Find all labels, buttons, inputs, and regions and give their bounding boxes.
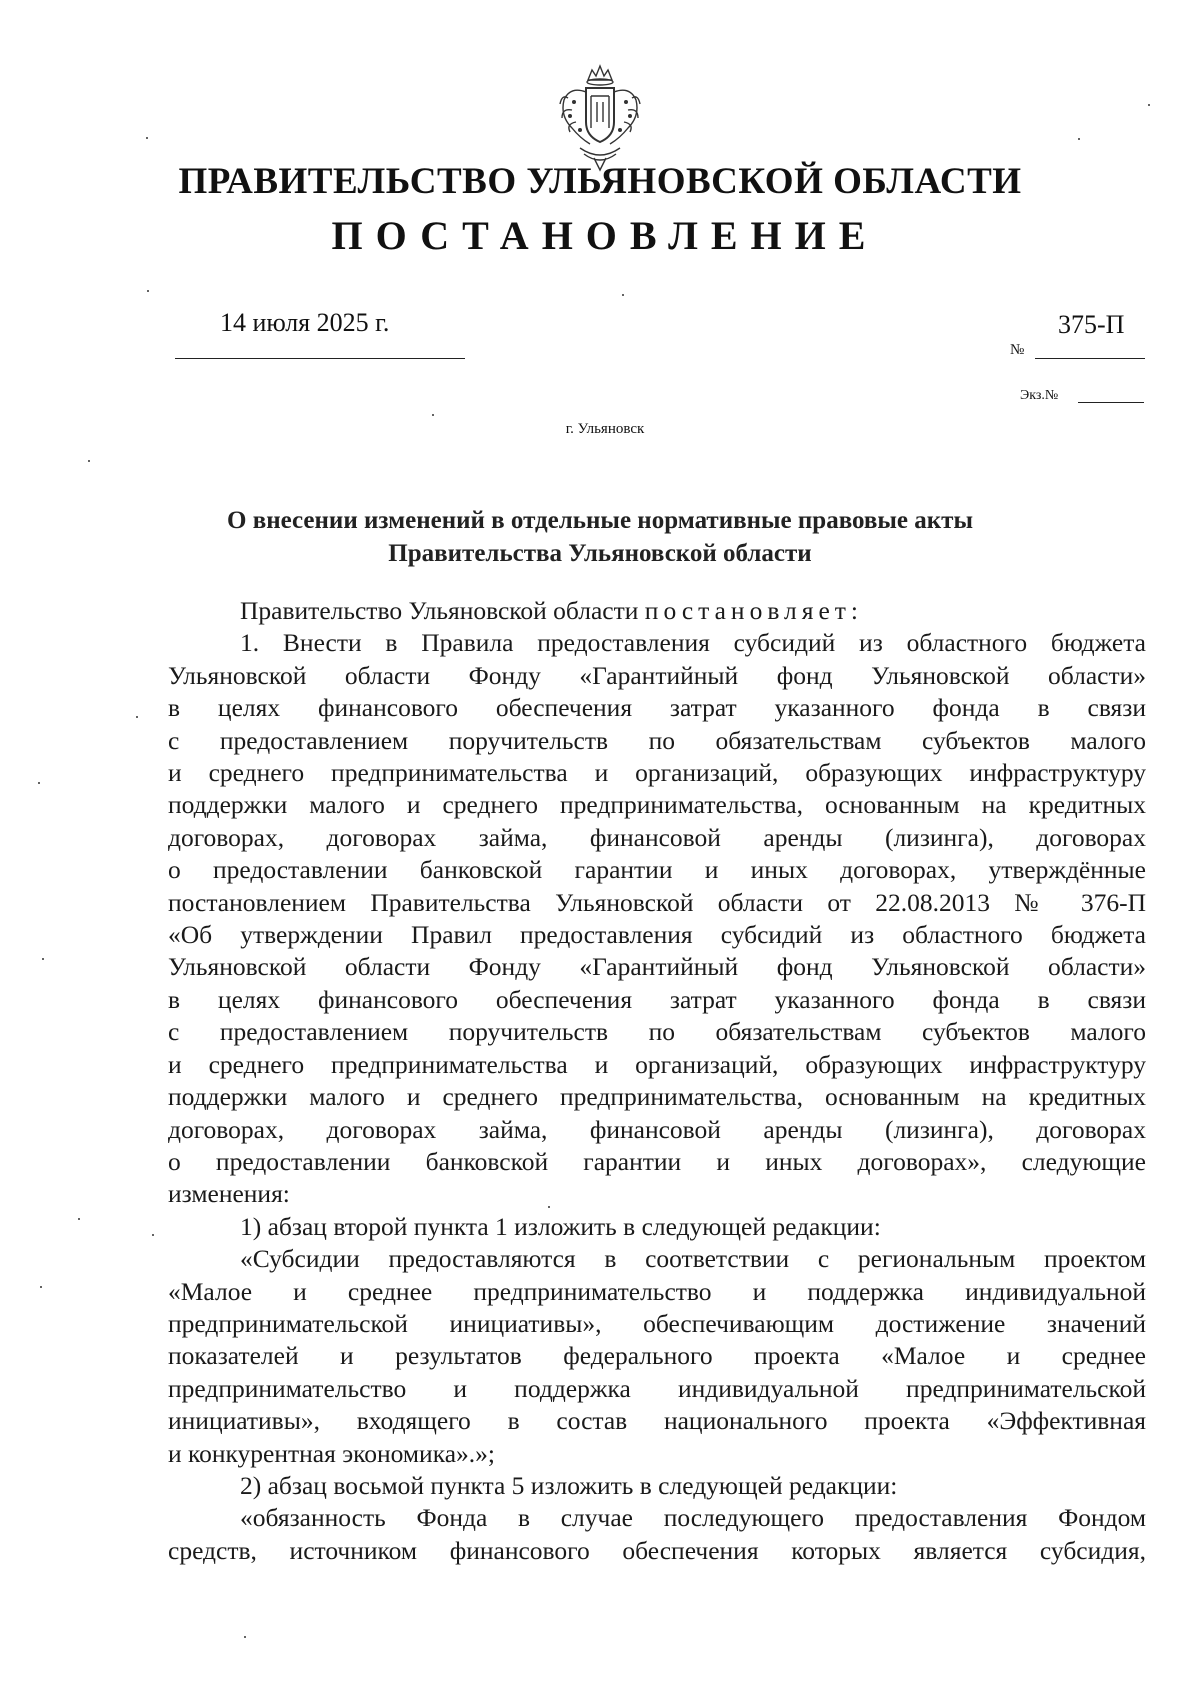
scan-speck: [152, 1234, 154, 1236]
document-body: [168, 595, 1146, 1567]
scan-speck: [432, 414, 434, 416]
text-line: в целях финансового обеспечения затрат указанного фонда в связи: [168, 984, 1146, 1014]
text-line: и конкурентная экономика».»;: [168, 1438, 495, 1468]
text-line: «Малое и среднее предпринимательство и поддержка индивидуальной: [168, 1276, 1146, 1306]
copy-number-underline: [1078, 402, 1144, 403]
text-line: инициативы», входящего в состав национального проекта «Эффективная: [168, 1406, 1146, 1436]
scan-speck: [146, 137, 148, 139]
preamble-verb: постановляет:: [644, 596, 864, 625]
scan-speck: [244, 1636, 246, 1638]
scan-speck: [1078, 138, 1080, 140]
number-sign: №: [1010, 342, 1025, 358]
text-line: постановлением Правительства Ульяновской области от 22.08.2013 № 376-П: [168, 887, 1146, 917]
city: г. Ульяновск: [565, 421, 645, 437]
document-number: 375-П: [1058, 310, 1125, 339]
item-1: [168, 627, 1146, 1210]
text-line: о предоставлении банковской гарантии и иных договорах», следующие: [168, 1146, 1146, 1176]
scan-speck: [1148, 104, 1150, 106]
document-date: 14 июля 2025 г.: [220, 308, 390, 337]
scan-speck: [38, 782, 40, 784]
preamble: [168, 595, 1146, 627]
scan-speck: [147, 290, 149, 292]
text-line: договорах, договорах займа, финансовой аренды (лизинга), договорах: [168, 822, 1146, 852]
text-line: и среднего предпринимательства и организаций, образующих инфраструктуру: [168, 1049, 1146, 1079]
text-line: о предоставлении банковской гарантии и иных договорах, утверждённые: [168, 855, 1146, 885]
text-line: договорах, договорах займа, финансовой аренды (лизинга), договорах: [168, 1114, 1146, 1144]
number-underline: [1035, 358, 1145, 359]
subitem-1: 1) абзац второй пункта 1 изложить в следующей редакции:: [240, 1211, 881, 1241]
text-line: поддержки малого и среднего предпринимательства, основанным на кредитных: [168, 1082, 1146, 1112]
text-line: «Об утверждении Правил предоставления субсидий из областного бюджета: [168, 920, 1146, 950]
text-line: предпринимательской инициативы», обеспечивающим достижение значений: [168, 1308, 1146, 1338]
text-line: 1. Внести в Правила предоставления субсидий из областного бюджета: [240, 628, 1146, 658]
scan-speck: [78, 1218, 80, 1220]
text-line: показателей и результатов федерального проекта «Малое и среднее: [168, 1341, 1146, 1371]
text-line: с предоставлением поручительств по обязательствам субъектов малого: [168, 1017, 1146, 1047]
scan-speck: [136, 716, 138, 718]
quote-2: [168, 1502, 1146, 1567]
quote-1: [168, 1243, 1146, 1470]
text-line: поддержки малого и среднего предпринимательства, основанным на кредитных: [168, 790, 1146, 820]
text-line: Ульяновской области Фонду «Гарантийный фонд Ульяновской области»: [168, 660, 1146, 690]
text-line: с предоставлением поручительств по обязательствам субъектов малого: [168, 725, 1146, 755]
copy-number-label: Экз.№: [1020, 388, 1059, 403]
subject-line: Правительства Ульяновской области: [388, 540, 812, 567]
document-type: ПОСТАНОВЛЕНИЕ: [331, 213, 879, 258]
coat-of-arms-icon: [550, 62, 650, 174]
preamble-text: Правительство Ульяновской области: [240, 596, 639, 625]
text-line: изменения:: [168, 1179, 290, 1209]
scan-speck: [548, 1206, 550, 1208]
text-line: в целях финансового обеспечения затрат указанного фонда в связи: [168, 693, 1146, 723]
date-underline: [175, 358, 465, 359]
scan-speck: [40, 1286, 42, 1288]
document-subject: [0, 504, 1200, 570]
scan-speck: [88, 460, 90, 462]
subitem-2: 2) абзац восьмой пункта 5 изложить в следующей редакции:: [240, 1470, 898, 1500]
text-line: «Субсидии предоставляются в соответствии с региональным проектом: [240, 1244, 1146, 1274]
text-line: Ульяновской области Фонду «Гарантийный фонд Ульяновской области»: [168, 952, 1146, 982]
text-line: «обязанность Фонда в случае последующего предоставления Фондом: [240, 1503, 1146, 1533]
scan-speck: [42, 958, 44, 960]
subject-line: О внесении изменений в отдельные нормативные правовые акты: [227, 507, 973, 534]
scan-speck: [622, 294, 624, 296]
text-line: предпринимательство и поддержка индивидуальной предпринимательской: [168, 1373, 1146, 1403]
text-line: средств, источником финансового обеспечения которых является субсидия,: [168, 1535, 1146, 1565]
text-line: и среднего предпринимательства и организаций, образующих инфраструктуру: [168, 758, 1146, 788]
government-name: ПРАВИТЕЛЬСТВО УЛЬЯНОВСКОЙ ОБЛАСТИ: [178, 161, 1022, 202]
